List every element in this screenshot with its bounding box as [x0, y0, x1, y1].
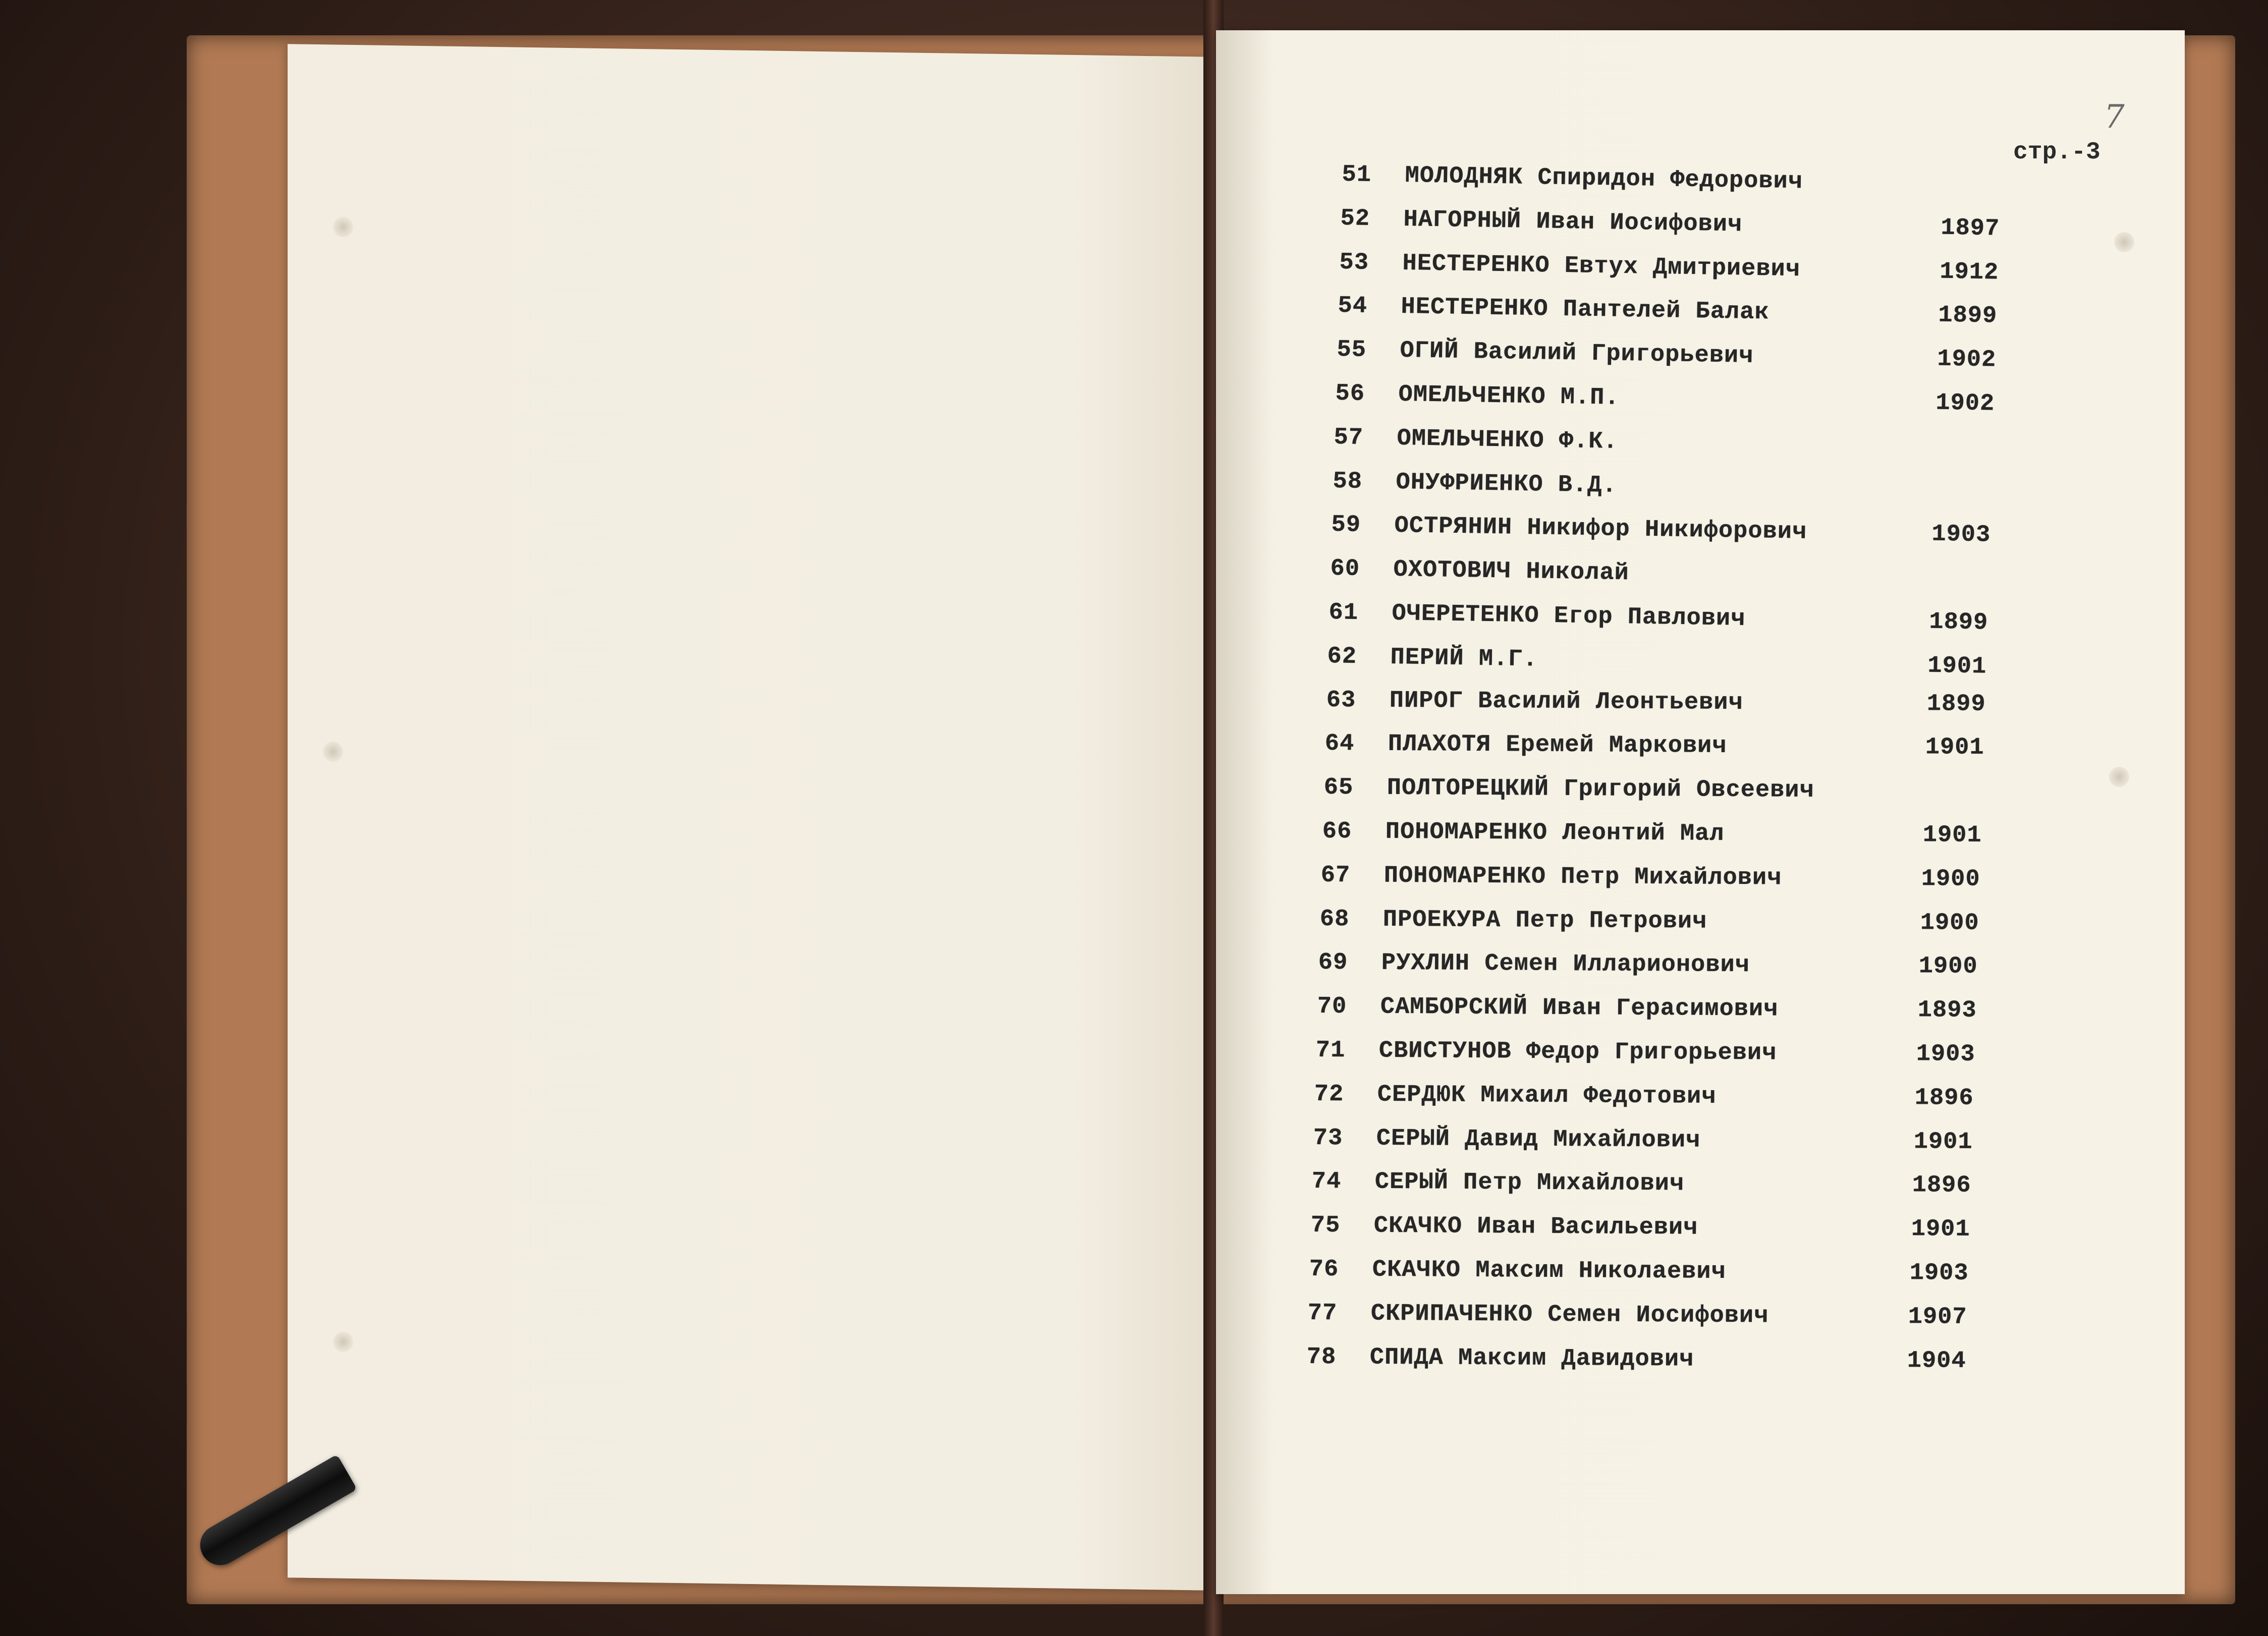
person-name: ПИРОГ Василий Леонтьевич [1389, 687, 1743, 716]
person-name: ОЧЕРЕТЕНКО Егор Павлович [1392, 600, 1746, 633]
row-number: 75 [1310, 1212, 1341, 1239]
row-number: 76 [1309, 1256, 1339, 1283]
row-number: 68 [1319, 906, 1350, 933]
birth-year: 1899 [1929, 608, 1988, 637]
birth-year: 1904 [1907, 1347, 1966, 1375]
row-number: 57 [1334, 424, 1364, 452]
person-name: ПЛАХОТЯ Еремей Маркович [1388, 731, 1727, 760]
row-number: 65 [1323, 774, 1354, 802]
page-number: стр.-3 [2013, 139, 2100, 166]
birth-year: 1900 [1918, 953, 1978, 981]
birth-year: 1907 [1908, 1304, 1968, 1331]
row-number: 60 [1330, 555, 1360, 583]
person-name: ОМЕЛЬЧЕНКО М.П. [1398, 381, 1620, 412]
birth-year: 1899 [1938, 302, 1998, 330]
birth-year: 1897 [1941, 214, 2001, 243]
person-name: ПОНОМАРЕНКО Петр Михайлович [1384, 862, 1782, 892]
birth-year: 1900 [1921, 866, 1981, 893]
birth-year: 1901 [1911, 1216, 1970, 1244]
birth-year: 1903 [1909, 1260, 1969, 1287]
person-name: СПИДА Максим Давидович [1369, 1344, 1694, 1373]
person-name: ПЕРИЙ М.Г. [1390, 644, 1538, 673]
person-name: НЕСТЕРЕНКО Пантелей Балак [1401, 294, 1770, 326]
birth-year: 1902 [1935, 389, 1995, 418]
person-name: ОСТРЯНИН Никифор Никифорович [1394, 513, 1807, 546]
row-number: 54 [1338, 293, 1368, 320]
person-name: СЕРЫЙ Давид Михайлович [1376, 1125, 1701, 1154]
birth-year: 1893 [1917, 997, 1977, 1025]
row-number: 56 [1335, 380, 1365, 408]
row-number: 69 [1318, 949, 1348, 977]
person-name: СКАЧКО Иван Васильевич [1373, 1212, 1698, 1242]
person-name: САМБОРСКИЙ Иван Герасимович [1380, 993, 1779, 1023]
birth-year: 1902 [1937, 346, 1997, 374]
person-name: НЕСТЕРЕНКО Евтух Дмитриевич [1402, 250, 1801, 283]
birth-year: 1901 [1927, 652, 1987, 681]
person-name: ОНУФРИЕНКО В.Д. [1395, 469, 1617, 499]
row-number: 51 [1342, 161, 1372, 189]
row-number: 74 [1311, 1168, 1342, 1196]
row-number: 71 [1315, 1037, 1346, 1064]
person-name: ОГИЙ Василий Григорьевич [1399, 337, 1754, 370]
person-name: СВИСТУНОВ Федор Григорьевич [1378, 1037, 1777, 1067]
person-name: СЕРЫЙ Петр Михайлович [1374, 1169, 1685, 1198]
person-name: ОХОТОВИЧ Николай [1393, 556, 1629, 587]
person-name: СЕРДЮК Михаил Федотович [1377, 1081, 1717, 1110]
row-number: 72 [1314, 1081, 1344, 1108]
row-number: 66 [1322, 818, 1352, 845]
birth-year: 1903 [1916, 1041, 1975, 1068]
birth-year: 1896 [1912, 1172, 1971, 1200]
row-number: 59 [1331, 512, 1361, 539]
birth-year: 1912 [1939, 258, 1999, 287]
person-name: ПОНОМАРЕНКО Леонтий Мал [1385, 818, 1725, 848]
birth-year: 1900 [1920, 909, 1979, 937]
archive-mark: 7 [2104, 98, 2125, 136]
person-name: ПРОЕКУРА Петр Петрович [1382, 906, 1707, 935]
person-name: ПОЛТОРЕЦКИЙ Григорий Овсеевич [1387, 774, 1814, 805]
birth-year: 1903 [1931, 521, 1991, 549]
row-number: 73 [1313, 1124, 1343, 1152]
person-name: МОЛОДНЯК Спиридон Федорович [1405, 162, 1803, 196]
row-number: 53 [1339, 249, 1369, 276]
row-number: 77 [1308, 1300, 1338, 1327]
birth-year: 1896 [1915, 1085, 1974, 1112]
row-number: 55 [1336, 336, 1367, 364]
row-number: 58 [1332, 468, 1363, 495]
birth-year: 1901 [1913, 1128, 1973, 1156]
person-name: СКАЧКО Максим Николаевич [1372, 1256, 1726, 1286]
row-number: 64 [1324, 730, 1355, 758]
person-name: РУХЛИН Семен Илларионович [1381, 950, 1750, 979]
row-number: 70 [1317, 993, 1347, 1021]
row-number: 67 [1321, 862, 1351, 889]
row-number: 52 [1340, 205, 1370, 233]
person-name: НАГОРНЫЙ Иван Иосифович [1403, 206, 1743, 239]
row-number: 61 [1329, 599, 1359, 627]
birth-year: 1899 [1926, 690, 1986, 718]
row-number: 62 [1327, 643, 1357, 670]
row-number: 78 [1306, 1343, 1337, 1371]
row-number: 63 [1326, 687, 1356, 714]
person-name: СКРИПАЧЕНКО Семен Иосифович [1371, 1300, 1769, 1330]
birth-year: 1901 [1922, 822, 1982, 849]
person-name: ОМЕЛЬЧЕНКО Ф.К. [1397, 425, 1619, 456]
birth-year: 1901 [1925, 734, 1984, 762]
